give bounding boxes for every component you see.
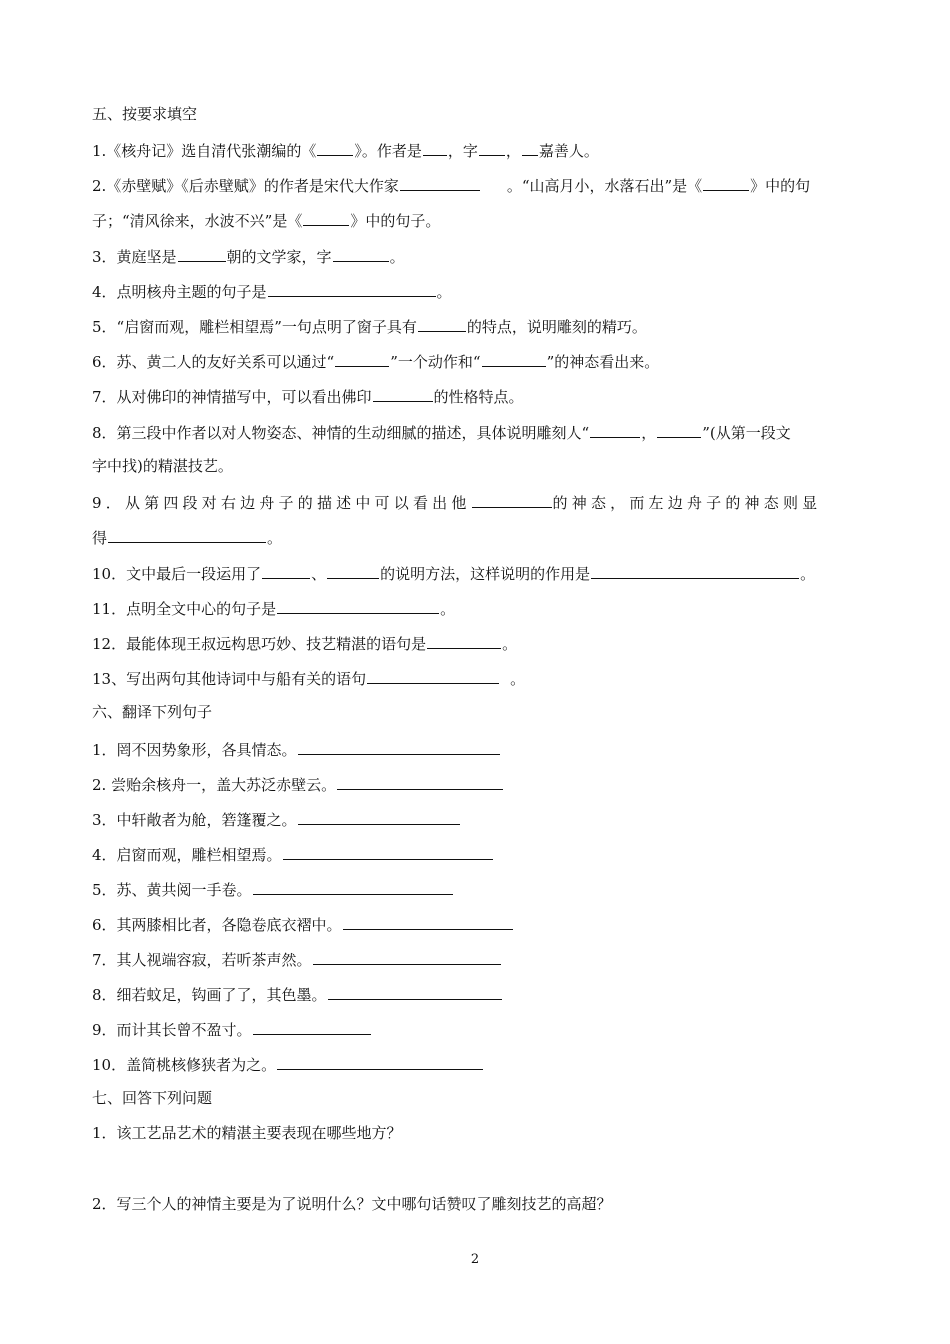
answer-blank[interactable] <box>327 562 379 579</box>
section6-heading: 六、翻译下列句子 <box>92 703 213 721</box>
translate-item: 10．盖简桃核修狭者为之。 <box>92 1053 860 1075</box>
question-5-1: 1.《核舟记》选自清代张潮编的《 》。作者是 ，字 ， 嘉善人。 <box>92 139 860 161</box>
question-5-7: 7．从对佛印的神情描写中，可以看出佛印 的性格特点。 <box>92 385 860 407</box>
question-5-2-cont: 子；“清风徐来，水波不兴”是《 》中的句子。 <box>92 209 860 231</box>
question-5-13: 13、写出两句其他诗词中与船有关的语句 。 <box>92 667 860 689</box>
answer-blank[interactable] <box>268 280 436 297</box>
answer-blank[interactable] <box>482 350 546 367</box>
question-7-2: 2．写三个人的神情主要是为了说明什么？文中哪句话赞叹了雕刻技艺的高超？ <box>92 1195 612 1213</box>
answer-blank[interactable] <box>313 948 501 965</box>
question-5-2: 2.《赤壁赋》《后赤壁赋》的作者是宋代大作家 。“山高月小，水落石出”是《 》中的句 <box>92 174 860 196</box>
answer-blank[interactable] <box>333 245 389 262</box>
answer-blank[interactable] <box>657 421 701 438</box>
answer-blank[interactable] <box>337 773 503 790</box>
question-5-9-cont: 得 。 <box>92 526 860 548</box>
answer-blank[interactable] <box>703 174 749 191</box>
answer-blank[interactable] <box>108 526 266 543</box>
question-5-8: 8．第三段中作者以对人物姿态、神情的生动细腻的描述，具体说明雕刻人“ ， ”(从第一段文 <box>92 421 860 443</box>
answer-blank[interactable] <box>472 491 552 508</box>
question-5-6: 6．苏、黄二人的友好关系可以通过“ ”一个动作和“ ”的神态看出来。 <box>92 350 860 372</box>
question-5-3: 3．黄庭坚是 朝的文学家，字 。 <box>92 245 860 267</box>
question-7-1: 1．该工艺品艺术的精湛主要表现在哪些地方？ <box>92 1124 402 1142</box>
answer-blank[interactable] <box>277 1053 483 1070</box>
answer-blank[interactable] <box>253 878 453 895</box>
translate-item: 9．而计其长曾不盈寸。 <box>92 1018 860 1040</box>
answer-blank[interactable] <box>427 632 501 649</box>
answer-blank[interactable] <box>522 139 538 156</box>
translate-item: 5．苏、黄共阅一手卷。 <box>92 878 860 900</box>
translate-item: 8．细若蚊足，钩画了了，其色墨。 <box>92 983 860 1005</box>
answer-blank[interactable] <box>298 808 460 825</box>
answer-blank[interactable] <box>253 1018 371 1035</box>
question-5-11: 11．点明全文中心的句子是 。 <box>92 597 860 619</box>
answer-blank[interactable] <box>343 913 513 930</box>
question-5-8-cont: 字中找)的精湛技艺。 <box>92 457 233 475</box>
answer-blank[interactable] <box>328 983 502 1000</box>
answer-blank[interactable] <box>423 139 447 156</box>
translate-item: 1．罔不因势象形，各具情态。 <box>92 738 860 760</box>
question-5-9: 9．从第四段对右边舟子的描述中可以看出他 的神态，而左边舟子的神态则显 <box>92 491 860 513</box>
section7-heading: 七、回答下列问题 <box>92 1089 213 1107</box>
answer-blank[interactable] <box>367 667 499 684</box>
answer-blank[interactable] <box>335 350 389 367</box>
answer-blank[interactable] <box>298 738 500 755</box>
section5-heading: 五、按要求填空 <box>92 105 198 123</box>
answer-blank[interactable] <box>418 315 466 332</box>
answer-blank[interactable] <box>479 139 505 156</box>
answer-blank[interactable] <box>373 385 433 402</box>
answer-blank[interactable] <box>400 174 480 191</box>
answer-blank[interactable] <box>591 562 799 579</box>
answer-blank[interactable] <box>303 209 349 226</box>
answer-blank[interactable] <box>178 245 226 262</box>
translate-item: 2. 尝贻余核舟一，盖大苏泛赤壁云。 <box>92 773 860 795</box>
question-5-5: 5．“启窗而观，雕栏相望焉”一句点明了窗子具有 的特点，说明雕刻的精巧。 <box>92 315 860 337</box>
translate-item: 6．其两膝相比者，各隐卷底衣褶中。 <box>92 913 860 935</box>
translate-item: 3．中轩敞者为舱，箬篷覆之。 <box>92 808 860 830</box>
answer-blank[interactable] <box>262 562 310 579</box>
translate-item: 4．启窗而观，雕栏相望焉。 <box>92 843 860 865</box>
answer-blank[interactable] <box>590 421 640 438</box>
page-number: 2 <box>470 1252 480 1267</box>
answer-blank[interactable] <box>317 139 353 156</box>
question-5-10: 10．文中最后一段运用了 、 的说明方法，这样说明的作用是 。 <box>92 562 860 584</box>
answer-blank[interactable] <box>277 597 439 614</box>
question-5-12: 12．最能体现王叔远构思巧妙、技艺精湛的语句是 。 <box>92 632 860 654</box>
answer-blank[interactable] <box>283 843 493 860</box>
question-5-4: 4．点明核舟主题的句子是 。 <box>92 280 860 302</box>
translate-item: 7．其人视端容寂，若听茶声然。 <box>92 948 860 970</box>
